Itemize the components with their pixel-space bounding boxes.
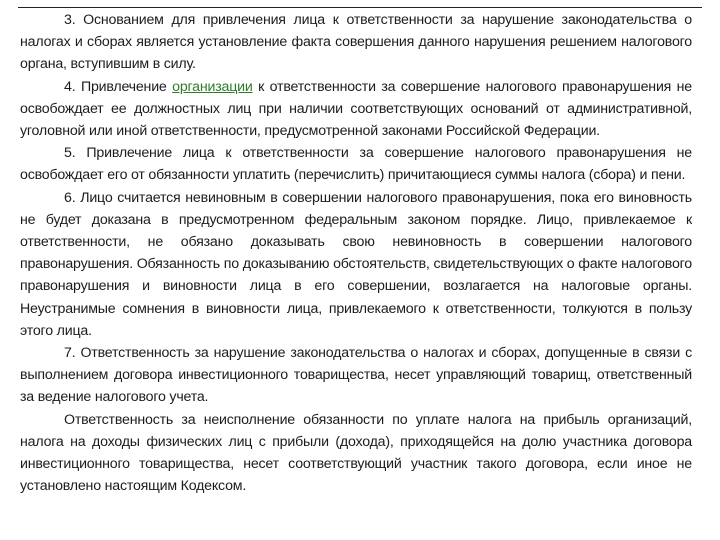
top-divider [18, 7, 702, 8]
paragraph-4 [20, 76, 692, 143]
paragraph-3: 3. Основанием для привлечения лица к ответственности за нарушение законодательства о налогах и сборах является установление факта совершения данного нарушения решением налогового органа, вступившим в силу. [20, 12, 692, 73]
paragraph-7: 7. Ответственность за нарушение законодательства о налогах и сборах, допущенные в связи с выполнением договора инвестиционного товарищества, несет управляющий товарищ, ответственный за ведение налогового учета. [20, 345, 692, 406]
paragraph-4-start: 4. Привлечение [64, 78, 173, 95]
paragraph-6: 6. Лицо считается невиновным в совершении налогового правонарушения, пока его виновность не будет доказана в предусмотренном федеральным законом порядке. Лицо, привлекаемое к ответственности, не обязано доказывать свою невиновность в совершении налогового правонарушения. Обязанность по доказыванию обстоятельств, свидетельствующих о факте налогового правонарушения и виновности лица в его совершении, возлагается на налоговые органы. Неустранимые сомнения в виновности лица, привлекаемого к ответственности, толкуются в пользу этого лица. [20, 189, 692, 339]
paragraph-7-continued: Ответственность за неисполнение обязанности по уплате налога на прибыль организаций, налога на доходы физических лиц с прибыли (дохода), приходящейся на долю участника договора инвестиционного товарищества, несет соответствующий участник такого договора, если иное не установлено настоящим Кодексом. [20, 411, 692, 495]
document-body [20, 9, 692, 497]
paragraph-4-rest: к ответственности за совершение налогового правонарушения не освобождает ее должностных лиц при наличии соответствующих оснований от административной, уголовной или иной ответственности, предусмотренной законами Российской Федерации. [20, 78, 692, 140]
paragraph-5: 5. Привлечение лица к ответственности за совершение налогового правонарушения не освобождает его от обязанности уплатить (перечислить) причитающиеся суммы налога (сбора) и пени. [20, 145, 692, 184]
organization-link[interactable]: организации [172, 78, 253, 95]
